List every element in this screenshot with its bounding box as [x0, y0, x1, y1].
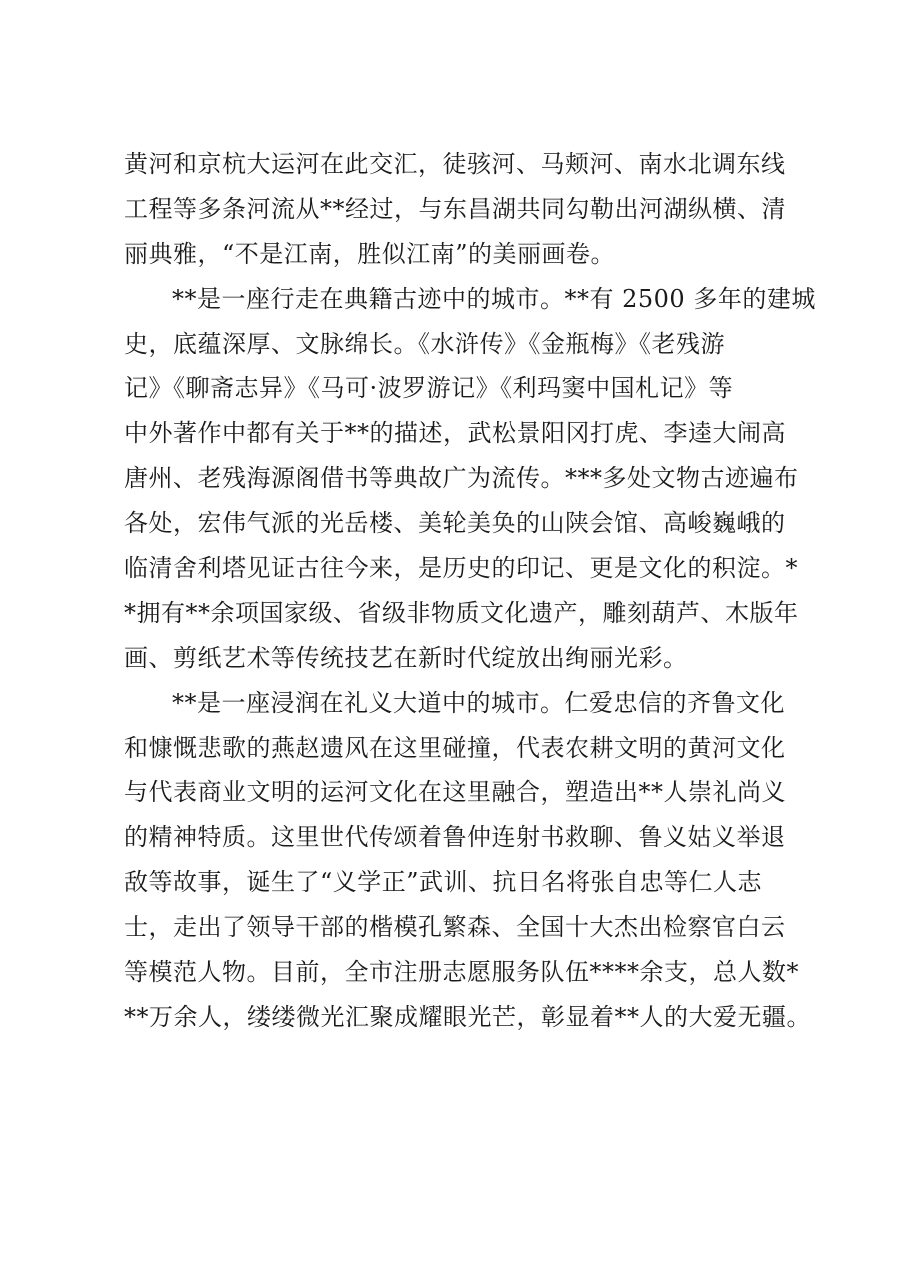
- text-line: 中外著作中都有关于**的描述，武松景阳冈打虎、李逵大闹高: [124, 419, 786, 448]
- paragraph-1: [124, 142, 824, 277]
- paragraph-3: [124, 681, 824, 1040]
- text-line: 画、剪纸艺术等传统技艺在新时代绽放出绚丽光彩。: [124, 643, 688, 672]
- text-line: 敌等故事，诞生了“义学正”武训、抗日名将张自忠等仁人志: [124, 868, 763, 897]
- text-line: 士，走出了领导干部的楷模孔繁森、全国十大杰出检察官白云: [124, 913, 786, 942]
- text-line: 史，底蕴深厚、文脉绵长。《水浒传》《金瓶梅》《老残游: [124, 329, 725, 358]
- text-line: 工程等多条河流从**经过，与东昌湖共同勾勒出河湖纵横、清: [124, 194, 786, 223]
- document-body: [124, 142, 824, 1040]
- text-line: 的精神特质。这里世代传颂着鲁仲连射书救聊、鲁义姑义举退: [124, 823, 786, 852]
- text-line: 和慷慨悲歌的燕赵遗风在这里碰撞，代表农耕文明的黄河文化: [124, 733, 786, 762]
- text-line: 黄河和京杭大运河在此交汇，徒骇河、马颊河、南水北调东线: [124, 150, 786, 178]
- text-line: 各处，宏伟气派的光岳楼、美轮美奂的山陕会馆、高峻巍峨的: [124, 509, 786, 538]
- text-line: 等模范人物。目前，全市注册志愿服务队伍****余支，总人数*: [124, 958, 799, 987]
- text-line: 丽典雅，“不是江南，胜似江南”的美丽画卷。: [124, 239, 616, 268]
- text-line: **是一座行走在典籍古迹中的城市。**有 2500 多年的建城: [172, 284, 816, 313]
- text-line: **万余人，缕缕微光汇聚成耀眼光芒，彰显着**人的大爱无疆。: [124, 1002, 811, 1031]
- text-line: *拥有**余项国家级、省级非物质文化遗产，雕刻葫芦、木版年: [124, 598, 799, 627]
- text-line: 临清舍利塔见证古往今来，是历史的印记、更是文化的积淀。*: [124, 554, 798, 583]
- paragraph-2: [124, 277, 824, 681]
- text-line: 唐州、老残海源阁借书等典故广为流传。***多处文物古迹遍布: [124, 464, 799, 493]
- text-line: **是一座浸润在礼义大道中的城市。仁爱忠信的齐鲁文化: [172, 688, 785, 717]
- text-line: 记》《聊斋志异》《马可·波罗游记》《利玛窦中国札记》等: [124, 374, 734, 403]
- text-line: 与代表商业文明的运河文化在这里融合，塑造出**人崇礼尚义: [124, 778, 786, 807]
